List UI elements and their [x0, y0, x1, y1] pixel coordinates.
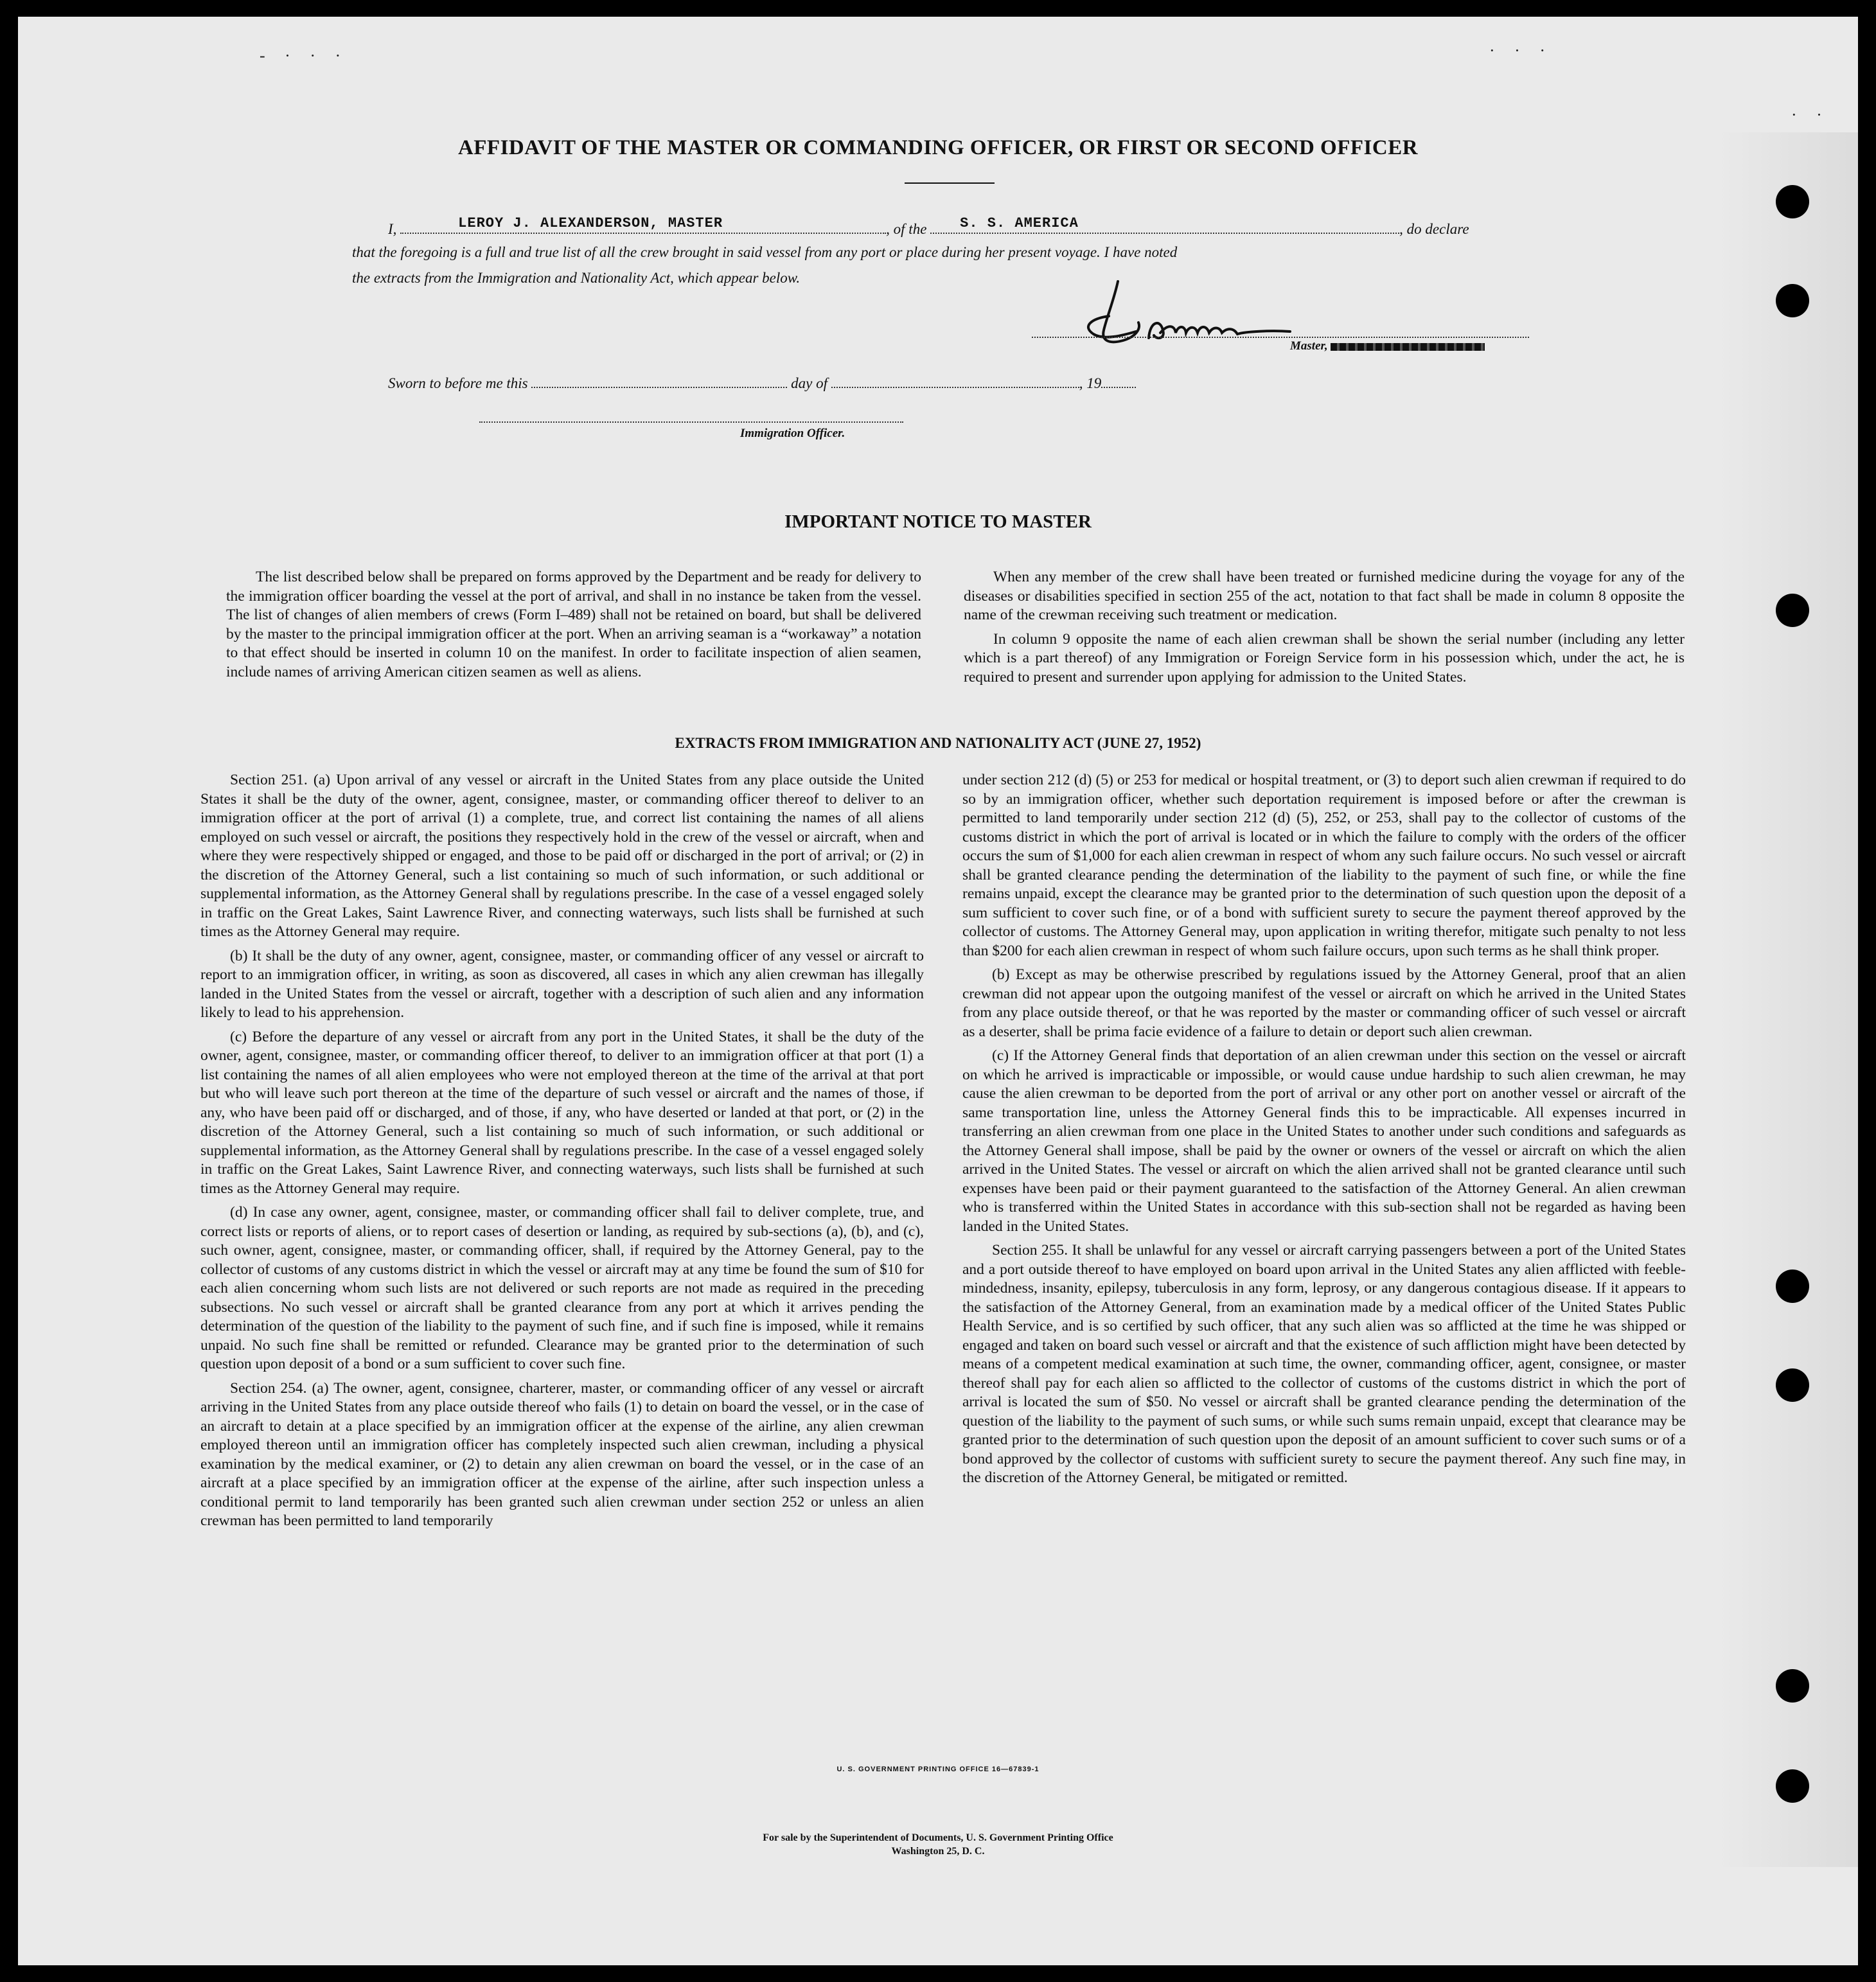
print-specks-right: · · ·: [1489, 41, 1553, 60]
sworn-label: Sworn to before me this: [388, 375, 528, 391]
sale-line-1: For sale by the Superintendent of Documents, U. S. Government Printing Office: [763, 1832, 1113, 1843]
section-254c: (c) If the Attorney General finds that deportation of an alien crewman under this section on the vessel or aircraft on which he arrived is impracticable or impossible, or would cause undue hardship to such alien crewman, he may cause the alien crewman to be deported from the port of arrival or any other port on another vessel or aircraft of the same transportation line, unless the Attorney General finds this to be impracticable. All expenses incurred in transferring an alien crewman from one place in the United States to another under such conditions and safeguards as the Attorney General shall impose, shall be paid by the owner or owners of the vessel or aircraft on which the alien arrived in the United States. The vessel or aircraft on which the alien arrived shall not be granted clearance until such expenses have been paid or their payment guaranteed to the satisfaction of the Attorney General. An alien crewman who is transferred within the United States in accordance with this sub-section shall not be regarded as having been landed in the United States.: [962, 1047, 1686, 1235]
immigration-officer-line: [479, 421, 903, 423]
section-251d: (d) In case any owner, agent, consignee, master, or commanding officer shall fail to deliver complete, true, and correct lists or reports of aliens, or to report cases of desertion or landing, as required by sub-sections (a), (b), and (c), such owner, agent, consignee, master, or commanding officer, shall, if required by the Attorney General, pay to the collector of customs of any customs district in which the vessel or aircraft may at any time be found the sum of $10 for each alien concerning whom such lists are not delivered or such reports are not made as required in the preceding subsections. No such vessel or aircraft shall be granted clearance from any port at which it arrives pending the determination of the question of the liability to the payment of such fine, and if such fine is imposed, while it remains unpaid. No such fine shall be remitted or refunded. Clearance may be granted prior to the determination of such question upon deposit of a bond or a sum sufficient to cover such fine.: [200, 1204, 924, 1372]
declaration-line-2: that the foregoing is a full and true list of all the crew brought in said vessel from any port or place during her present voyage. I have noted: [352, 244, 1178, 260]
notice-paragraph: The list described below shall be prepared on forms approved by the Department and be ready for delivery to the immigration officer boarding the vessel at the port of arrival, and shall in no instance be taken from the vessel. The list of changes of alien members of crews (Form I–489) shall not be retained on board, but shall be delivered by the master to the principal immigration officer at the port. When an arriving seaman is a “workaway” a notation to that effect should be inserted in column 10 on the manifest. In order to facilitate inspection of alien seamen, include names of arriving American citizen seamen as well as aliens.: [226, 569, 921, 680]
gpo-imprint: U. S. GOVERNMENT PRINTING OFFICE 16—67839-1: [836, 1765, 1040, 1773]
vessel-name-value: S. S. AMERICA: [960, 215, 1079, 231]
section-251a: Section 251. (a) Upon arrival of any vessel or aircraft in the United States from any place outside the United States it shall be the duty of the owner, agent, consignee, master, or commanding officer thereof to deliver to an immigration officer at the port of arrival (1) a complete, true, and correct list containing the names of all aliens employed on such vessel or aircraft, the positions they respectively hold in the crew of the vessel or aircraft, when and where they were respectively shipped or engaged, and those to be paid off or discharged in the port of arrival; or (2) in the discretion of the Attorney General, such a list containing so much of such information, or such additional or supplemental information, as the Attorney General shall by regulations prescribe. In the case of a vessel engaged solely in traffic on the Great Lakes, Saint Lawrence River, and connecting waterways, such lists shall be furnished at such times as the Attorney General may require.: [200, 772, 924, 940]
immigration-officer-label: Immigration Officer.: [740, 427, 845, 440]
show-through-background: [1717, 132, 1858, 1867]
extracts-right-column: [962, 771, 1686, 1493]
do-declare-label: , do declare: [1399, 221, 1469, 237]
affidavit-page: [18, 17, 1858, 1965]
section-251c: (c) Before the departure of any vessel or aircraft from any port in the United States, it shall be the duty of the owner, agent, consignee, master, or commanding officer thereof, to deliver to an immigration officer at that port (1) a list containing the names of all alien employees who were not employed thereon at the time of the arrival at that port but who will leave such port thereon at the time of the departure of such vessel or aircraft and the names of those, if any, who have been paid off or discharged, and of those, if any, who have deserted or landed at that port, or (2) in the discretion of the Attorney General, such a list containing so much of such information, or such additional or supplemental information, as the Attorney General shall by regulations prescribe. In the case of a vessel engaged solely in traffic on the Great Lakes, Saint Lawrence River, and connecting waterways, such lists shall be furnished at such times as the Attorney General may require.: [200, 1028, 924, 1197]
punch-hole: [1776, 284, 1809, 317]
section-254a-continued: under section 212 (d) (5) or 253 for medical or hospital treatment, or (3) to deport such alien crewman if required to do so by an immigration officer, whether such deportation requirement is imposed before or after the crewman is permitted to land temporarily under section 212 (d) (5), 252, or 253, shall pay to the collector of customs of the customs district in which the port of arrival is located or in which the failure to comply with the orders of the officer occurs the sum of $1,000 for each alien crewman in respect of whom any such failure occurs. No such vessel or aircraft shall be granted clearance pending the determination of the liability to the payment of such fine, or while the fine remains unpaid, except the clearance may be granted prior to the determination of such question upon the deposit of a sum sufficient to cover such fine, or of a bond with sufficient surety to secure the payment thereof approved by the collector of customs. The Attorney General may, upon application in writing therefor, mitigate such penalty to not less than $200 for each alien crewman in respect of whom such failure occurs, upon such terms as he shall think proper.: [962, 772, 1686, 959]
sale-notice: [18, 1831, 1858, 1858]
signature-line: [1032, 337, 1529, 338]
section-255: Section 255. It shall be unlawful for any vessel or aircraft carrying passengers between a port of the United States and a port outside thereof to have employed on board upon arrival in the United States any alien afflicted with feeble-mindedness, insanity, epilepsy, tuberculosis in any form, leprosy, or any dangerous contagious disease. If it appears to the satisfaction of the Attorney General, from an examination made by a medical officer of the United States Public Health Service, and is so certified by such officer, that any such alien was so afflicted at the time he was shipped or engaged and taken on board such vessel or aircraft and that the existence of such affliction might have been detected by means of a competent medical examination at such time, the owner, commanding officer, agent, consignee, or master thereof shall pay for each alien so afflicted to the collector of customs of the customs district in which the port of arrival is located the sum of $50. No vessel or aircraft shall be granted clearance pending the determination of the question of the liability to the payment of such sums, or while such sums remain unpaid, except that clearance may be granted prior to the determination of such question upon the deposit of an amount sufficient to cover such sums or of a bond approved by the collector of customs with sufficient surety to secure the payment thereof. Any such fine may, in the discretion of the Attorney General, be mitigated or remitted.: [962, 1242, 1686, 1486]
extracts-left-column: [200, 771, 924, 1536]
punch-hole: [1776, 1769, 1809, 1803]
sworn-day-field[interactable]: [531, 371, 787, 388]
punch-hole: [1776, 1270, 1809, 1303]
notice-heading: IMPORTANT NOTICE TO MASTER: [784, 511, 1092, 532]
punch-hole: [1776, 594, 1809, 627]
punch-hole: [1776, 1669, 1809, 1703]
year-label: , 19: [1079, 375, 1102, 391]
sale-line-2: Washington 25, D. C.: [891, 1846, 985, 1857]
extracts-heading: EXTRACTS FROM IMMIGRATION AND NATIONALITY ACT (JUNE 27, 1952): [675, 735, 1201, 751]
i-label: I,: [388, 221, 397, 237]
affidavit-title: AFFIDAVIT OF THE MASTER OR COMMANDING OFFICER, OR FIRST OR SECOND OFFICER: [457, 136, 1419, 159]
struck-out-text: [1331, 343, 1485, 351]
notice-right-column: [964, 568, 1685, 692]
sworn-month-field[interactable]: [831, 371, 1079, 388]
of-the-label: , of the: [886, 221, 927, 237]
day-of-label: day of: [791, 375, 827, 391]
vessel-name-field[interactable]: [930, 217, 1399, 234]
sworn-line: [388, 371, 1136, 392]
sworn-year-field[interactable]: [1101, 371, 1136, 388]
signature-role: [1290, 339, 1485, 353]
master-label: Master,: [1290, 339, 1328, 353]
notice-paragraph: When any member of the crew shall have been treated or furnished medicine during the voyage for any of the diseases or disabilities specified in section 255 of the act, notation to that fact shall be made in column 8 opposite the name of the crewman receiving such treatment or medication.: [964, 569, 1685, 623]
notice-left-column: [226, 568, 921, 687]
declaration-line-1: [388, 217, 1469, 238]
section-254a: Section 254. (a) The owner, agent, consignee, charterer, master, or commanding officer of any vessel or aircraft arriving in the United States from any place outside thereof who fails (1) to detain on board the vessel, or in the case of an aircraft to detain at a place specified by an immigration officer at the expense of the airline, any alien crewman employed thereon until an immigration officer has completely inspected such alien crewman, including a physical examination by the medical examiner, or (2) to detain any alien crewman on board the vessel, or in the case of an aircraft at a place specified by an immigration officer at the expense of the airline, after such inspection unless a conditional permit to land temporarily has been granted such alien crewman under section 252 or unless an alien crewman has been permitted to land temporarily: [200, 1379, 924, 1529]
print-specks-left: - · · ·: [260, 46, 349, 65]
notice-paragraph: In column 9 opposite the name of each alien crewman shall be shown the serial number (including any letter which is a part thereof) of any Immigration or Foreign Service form in his possession which, under the act, he is required to present and surrender upon applying for admission to the United States.: [964, 630, 1685, 686]
master-name-value: LEROY J. ALEXANDERSON, MASTER: [458, 215, 723, 231]
punch-hole: [1776, 185, 1809, 218]
punch-hole: [1776, 1368, 1809, 1402]
section-251b: (b) It shall be the duty of any owner, agent, consignee, master, or commanding officer of any vessel or aircraft to report to an immigration officer, in writing, as soon as discovered, all cases in which any alien crewman has illegally landed in the United States from the vessel or aircraft, together with a description of such alien and any information likely to lead to his apprehension.: [200, 947, 924, 1021]
declaration-line-3: the extracts from the Immigration and Nationality Act, which appear below.: [352, 270, 801, 286]
section-254b: (b) Except as may be otherwise prescribed by regulations issued by the Attorney General, proof that an alien crewman did not appear upon the outgoing manifest of the vessel or aircraft on which he arrived in the United States from any place outside thereof, or that he was reported by the master or commanding officer of such vessel or aircraft as a deserter, shall be prima facie evidence of a failure to detain or deport such alien crewman.: [962, 966, 1686, 1040]
master-name-field[interactable]: [400, 217, 886, 234]
print-specks-corner: · ·: [1791, 105, 1830, 124]
title-rule: [905, 182, 995, 184]
